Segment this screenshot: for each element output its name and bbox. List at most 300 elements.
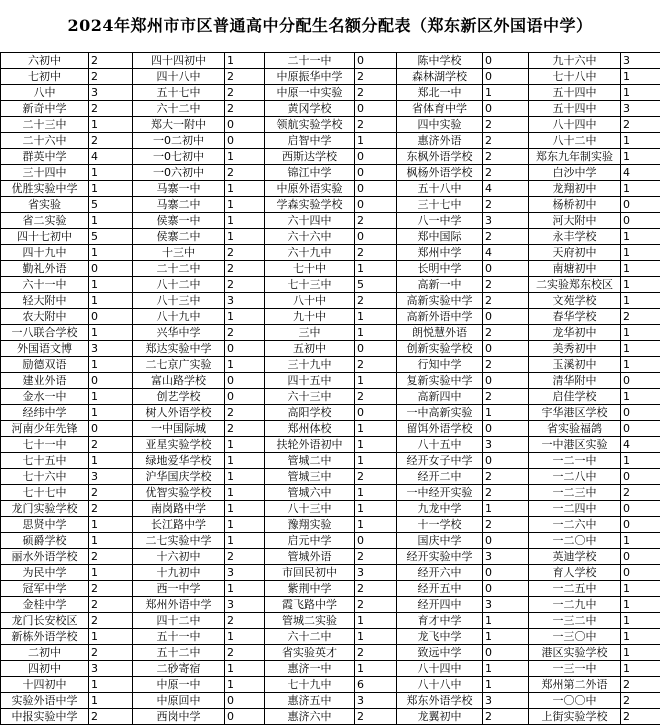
school-name-cell: 高阳学校 xyxy=(265,405,355,421)
school-name-cell: 郑州外语中学 xyxy=(133,597,225,613)
school-name-cell: 一八联合学校 xyxy=(1,325,89,341)
table-row xyxy=(1,133,660,149)
quota-cell: 1 xyxy=(355,501,397,517)
school-name-cell: 郑北一中 xyxy=(397,85,483,101)
quota-cell: 1 xyxy=(621,149,660,165)
school-name-cell: 八十三中 xyxy=(133,293,225,309)
quota-cell: 3 xyxy=(89,661,133,677)
allocation-table xyxy=(0,52,660,725)
quota-cell: 0 xyxy=(89,373,133,389)
table-row xyxy=(1,245,660,261)
school-name-cell: 二七京广实验 xyxy=(133,357,225,373)
school-name-cell: 杨桥初中 xyxy=(529,197,621,213)
school-name-cell: 省二实验 xyxy=(1,213,89,229)
quota-cell: 2 xyxy=(225,245,265,261)
quota-cell: 0 xyxy=(621,549,660,565)
quota-cell: 2 xyxy=(225,101,265,117)
school-name-cell: 十九初中 xyxy=(133,565,225,581)
quota-cell: 2 xyxy=(483,277,529,293)
quota-cell: 2 xyxy=(89,69,133,85)
school-name-cell: 霞飞路中学 xyxy=(265,597,355,613)
school-name-cell: 上街实验学校 xyxy=(529,709,621,725)
quota-cell: 0 xyxy=(89,421,133,437)
quota-cell: 1 xyxy=(89,357,133,373)
school-name-cell: 六十一中 xyxy=(1,277,89,293)
quota-cell: 0 xyxy=(355,197,397,213)
quota-cell: 2 xyxy=(483,229,529,245)
quota-cell: 2 xyxy=(621,309,660,325)
quota-cell: 0 xyxy=(483,421,529,437)
school-name-cell: 南塘初中 xyxy=(529,261,621,277)
school-name-cell: 领航实验学校 xyxy=(265,117,355,133)
school-name-cell: 八十八中 xyxy=(397,677,483,693)
quota-cell: 0 xyxy=(355,533,397,549)
quota-cell: 2 xyxy=(483,325,529,341)
allocation-table-body xyxy=(1,53,660,725)
quota-cell: 1 xyxy=(89,453,133,469)
school-name-cell: 枫杨外语学校 xyxy=(397,165,483,181)
school-name-cell: 七十五中 xyxy=(1,453,89,469)
quota-cell: 1 xyxy=(355,661,397,677)
quota-cell: 0 xyxy=(483,101,529,117)
school-name-cell: 四十五中 xyxy=(265,373,355,389)
table-row xyxy=(1,165,660,181)
school-name-cell: 经开五中 xyxy=(397,581,483,597)
school-name-cell: 八十五中 xyxy=(397,437,483,453)
quota-cell: 1 xyxy=(89,389,133,405)
school-name-cell: 郑大一附中 xyxy=(133,117,225,133)
school-name-cell: 管城三中 xyxy=(265,469,355,485)
school-name-cell: 优胜实验中学 xyxy=(1,181,89,197)
school-name-cell: 八十九中 xyxy=(133,309,225,325)
school-name-cell: 金桂中学 xyxy=(1,597,89,613)
quota-cell: 1 xyxy=(483,661,529,677)
quota-cell: 2 xyxy=(483,197,529,213)
quota-cell: 0 xyxy=(225,693,265,709)
school-name-cell: 九十六中 xyxy=(529,53,621,69)
school-name-cell: 富山路学校 xyxy=(133,373,225,389)
school-name-cell: 九十中 xyxy=(265,309,355,325)
quota-cell: 3 xyxy=(621,53,660,69)
quota-cell: 1 xyxy=(225,485,265,501)
school-name-cell: 五十二中 xyxy=(133,645,225,661)
school-name-cell: 八十四中 xyxy=(397,661,483,677)
school-name-cell: 一二八中 xyxy=(529,469,621,485)
quota-cell: 1 xyxy=(621,293,660,309)
quota-cell: 1 xyxy=(621,245,660,261)
quota-cell: 2 xyxy=(225,421,265,437)
school-name-cell: 河南少年先锋 xyxy=(1,421,89,437)
quota-cell: 2 xyxy=(89,501,133,517)
school-name-cell: 侯寨一中 xyxy=(133,213,225,229)
quota-cell: 3 xyxy=(225,597,265,613)
school-name-cell: 三十四中 xyxy=(1,165,89,181)
school-name-cell: 为民中学 xyxy=(1,565,89,581)
school-name-cell: 沪华国庆学校 xyxy=(133,469,225,485)
quota-cell: 2 xyxy=(355,581,397,597)
quota-cell: 1 xyxy=(89,517,133,533)
school-name-cell: 二砂寄宿 xyxy=(133,661,225,677)
table-row xyxy=(1,405,660,421)
quota-cell: 0 xyxy=(621,197,660,213)
school-name-cell: 致远中学 xyxy=(397,645,483,661)
quota-cell: 1 xyxy=(225,677,265,693)
table-row xyxy=(1,453,660,469)
school-name-cell: 八十三中 xyxy=(265,501,355,517)
quota-cell: 2 xyxy=(355,69,397,85)
quota-cell: 1 xyxy=(483,501,529,517)
quota-cell: 3 xyxy=(225,293,265,309)
quota-cell: 0 xyxy=(621,565,660,581)
school-name-cell: 紫荆中学 xyxy=(265,581,355,597)
school-name-cell: 二实验郑东校区 xyxy=(529,277,621,293)
quota-cell: 0 xyxy=(483,645,529,661)
school-name-cell: 勤礼外语 xyxy=(1,261,89,277)
school-name-cell: 省实验英才 xyxy=(265,645,355,661)
school-name-cell: 经开六中 xyxy=(397,565,483,581)
quota-cell: 0 xyxy=(483,53,529,69)
table-row xyxy=(1,277,660,293)
quota-cell: 0 xyxy=(483,565,529,581)
school-name-cell: 惠济外语 xyxy=(397,133,483,149)
school-name-cell: 经纬中学 xyxy=(1,405,89,421)
quota-cell: 1 xyxy=(225,181,265,197)
school-name-cell: 一三〇中 xyxy=(529,629,621,645)
quota-cell: 0 xyxy=(225,373,265,389)
quota-cell: 2 xyxy=(225,405,265,421)
table-row xyxy=(1,469,660,485)
table-row xyxy=(1,421,660,437)
quota-cell: 2 xyxy=(355,709,397,725)
table-row xyxy=(1,149,660,165)
school-name-cell: 锦江中学 xyxy=(265,165,355,181)
quota-cell: 0 xyxy=(483,453,529,469)
school-name-cell: 马寨一中 xyxy=(133,181,225,197)
quota-cell: 1 xyxy=(355,309,397,325)
quota-cell: 2 xyxy=(355,357,397,373)
quota-cell: 3 xyxy=(483,693,529,709)
quota-cell: 1 xyxy=(225,149,265,165)
school-name-cell: 三十七中 xyxy=(397,197,483,213)
quota-cell: 1 xyxy=(621,389,660,405)
quota-cell: 3 xyxy=(621,101,660,117)
table-row xyxy=(1,613,660,629)
school-name-cell: 一三一中 xyxy=(529,661,621,677)
school-name-cell: 启佳学校 xyxy=(529,389,621,405)
quota-cell: 0 xyxy=(355,405,397,421)
school-name-cell: 复新实验中学 xyxy=(397,373,483,389)
school-name-cell: 四十四初中 xyxy=(133,53,225,69)
school-name-cell: 一0二初中 xyxy=(133,133,225,149)
quota-cell: 0 xyxy=(621,373,660,389)
table-row xyxy=(1,533,660,549)
quota-cell: 1 xyxy=(225,357,265,373)
quota-cell: 2 xyxy=(89,613,133,629)
quota-cell: 4 xyxy=(483,181,529,197)
school-name-cell: 郑州第二外语 xyxy=(529,677,621,693)
school-name-cell: 绿地爱华学校 xyxy=(133,453,225,469)
school-name-cell: 育人学校 xyxy=(529,565,621,581)
quota-cell: 0 xyxy=(621,517,660,533)
quota-cell: 2 xyxy=(89,597,133,613)
school-name-cell: 建业外语 xyxy=(1,373,89,389)
school-name-cell: 九龙中学 xyxy=(397,501,483,517)
quota-cell: 1 xyxy=(355,629,397,645)
table-row xyxy=(1,693,660,709)
school-name-cell: 郑东外语学校 xyxy=(397,693,483,709)
quota-cell: 0 xyxy=(225,709,265,725)
quota-cell: 1 xyxy=(483,85,529,101)
school-name-cell: 一三二中 xyxy=(529,613,621,629)
quota-cell: 3 xyxy=(483,597,529,613)
table-row xyxy=(1,661,660,677)
school-name-cell: 惠济六中 xyxy=(265,709,355,725)
school-name-cell: 龙飞中学 xyxy=(397,629,483,645)
quota-cell: 1 xyxy=(621,69,660,85)
quota-cell: 1 xyxy=(483,629,529,645)
quota-cell: 1 xyxy=(89,629,133,645)
school-name-cell: 五十四中 xyxy=(529,101,621,117)
school-name-cell: 长江路中学 xyxy=(133,517,225,533)
school-name-cell: 龙门长安校区 xyxy=(1,613,89,629)
quota-cell: 0 xyxy=(355,165,397,181)
school-name-cell: 四十九中 xyxy=(1,245,89,261)
school-name-cell: 一中港区实验 xyxy=(529,437,621,453)
quota-cell: 4 xyxy=(483,245,529,261)
school-name-cell: 管城外语 xyxy=(265,549,355,565)
school-name-cell: 兴华中学 xyxy=(133,325,225,341)
school-name-cell: 八十二中 xyxy=(133,277,225,293)
quota-cell: 2 xyxy=(483,389,529,405)
school-name-cell: 豫翔实验 xyxy=(265,517,355,533)
school-name-cell: 励德双语 xyxy=(1,357,89,373)
quota-cell: 1 xyxy=(89,277,133,293)
quota-cell: 1 xyxy=(225,533,265,549)
school-name-cell: 郑东九年制实验 xyxy=(529,149,621,165)
quota-cell: 3 xyxy=(89,85,133,101)
quota-cell: 1 xyxy=(621,133,660,149)
school-name-cell: 五十七中 xyxy=(133,85,225,101)
school-name-cell: 八十二中 xyxy=(529,133,621,149)
school-name-cell: 扶轮外语初中 xyxy=(265,437,355,453)
school-name-cell: 启智中学 xyxy=(265,133,355,149)
school-name-cell: 朗悦慧外语 xyxy=(397,325,483,341)
school-name-cell: 郑州中学 xyxy=(397,245,483,261)
quota-cell: 2 xyxy=(483,517,529,533)
school-name-cell: 二十三中 xyxy=(1,117,89,133)
school-name-cell: 侯寨二中 xyxy=(133,229,225,245)
quota-cell: 1 xyxy=(355,325,397,341)
table-row xyxy=(1,341,660,357)
school-name-cell: 六十二中 xyxy=(265,629,355,645)
table-row xyxy=(1,325,660,341)
school-name-cell: 育才中学 xyxy=(397,613,483,629)
quota-cell: 5 xyxy=(89,197,133,213)
quota-cell: 1 xyxy=(621,581,660,597)
quota-cell: 0 xyxy=(483,373,529,389)
quota-cell: 0 xyxy=(225,341,265,357)
school-name-cell: 四十二中 xyxy=(133,613,225,629)
school-name-cell: 思贤中学 xyxy=(1,517,89,533)
school-name-cell: 高新一中 xyxy=(397,277,483,293)
school-name-cell: 三中 xyxy=(265,325,355,341)
school-name-cell: 春华学校 xyxy=(529,309,621,325)
school-name-cell: 清华附中 xyxy=(529,373,621,389)
table-row xyxy=(1,629,660,645)
quota-cell: 2 xyxy=(483,709,529,725)
school-name-cell: 西岗中学 xyxy=(133,709,225,725)
school-name-cell: 一二三中 xyxy=(529,485,621,501)
school-name-cell: 启元中学 xyxy=(265,533,355,549)
school-name-cell: 一二〇中 xyxy=(529,533,621,549)
quota-cell: 1 xyxy=(89,533,133,549)
school-name-cell: 丽水外语学校 xyxy=(1,549,89,565)
table-row xyxy=(1,117,660,133)
quota-cell: 2 xyxy=(225,85,265,101)
school-name-cell: 一中高新实验 xyxy=(397,405,483,421)
school-name-cell: 龙华初中 xyxy=(529,325,621,341)
school-name-cell: 创艺学校 xyxy=(133,389,225,405)
quota-cell: 1 xyxy=(89,165,133,181)
school-name-cell: 四中实验 xyxy=(397,117,483,133)
quota-cell: 1 xyxy=(89,181,133,197)
school-name-cell: 陈中学校 xyxy=(397,53,483,69)
school-name-cell: 东枫外语学校 xyxy=(397,149,483,165)
quota-cell: 2 xyxy=(483,293,529,309)
quota-cell: 2 xyxy=(89,437,133,453)
school-name-cell: 金水一中 xyxy=(1,389,89,405)
quota-cell: 1 xyxy=(89,213,133,229)
school-name-cell: 硕爵学校 xyxy=(1,533,89,549)
table-row xyxy=(1,197,660,213)
quota-cell: 1 xyxy=(225,213,265,229)
quota-cell: 2 xyxy=(89,133,133,149)
quota-cell: 1 xyxy=(225,629,265,645)
quota-cell: 1 xyxy=(621,261,660,277)
quota-cell: 1 xyxy=(483,677,529,693)
school-name-cell: 省体育中学 xyxy=(397,101,483,117)
school-name-cell: 二七实验中学 xyxy=(133,533,225,549)
school-name-cell: 玉溪初中 xyxy=(529,357,621,373)
quota-cell: 0 xyxy=(483,261,529,277)
quota-cell: 2 xyxy=(89,549,133,565)
quota-cell: 1 xyxy=(621,453,660,469)
table-row xyxy=(1,101,660,117)
quota-cell: 0 xyxy=(483,309,529,325)
table-row xyxy=(1,229,660,245)
school-name-cell: 一〇〇中 xyxy=(529,693,621,709)
school-name-cell: 中原回中 xyxy=(133,693,225,709)
school-name-cell: 中原振华中学 xyxy=(265,69,355,85)
quota-cell: 2 xyxy=(89,53,133,69)
quota-cell: 3 xyxy=(225,565,265,581)
quota-cell: 1 xyxy=(621,645,660,661)
quota-cell: 2 xyxy=(89,645,133,661)
school-name-cell: 长明中学 xyxy=(397,261,483,277)
school-name-cell: 七十中 xyxy=(265,261,355,277)
school-name-cell: 郑中国际 xyxy=(397,229,483,245)
quota-cell: 0 xyxy=(225,389,265,405)
table-row xyxy=(1,69,660,85)
school-name-cell: 八十中 xyxy=(265,293,355,309)
school-name-cell: 七十三中 xyxy=(265,277,355,293)
quota-cell: 1 xyxy=(621,597,660,613)
quota-cell: 0 xyxy=(355,341,397,357)
school-name-cell: 轻大附中 xyxy=(1,293,89,309)
quota-cell: 2 xyxy=(621,117,660,133)
quota-cell: 2 xyxy=(355,645,397,661)
school-name-cell: 六十四中 xyxy=(265,213,355,229)
school-name-cell: 管城二中 xyxy=(265,453,355,469)
table-row xyxy=(1,53,660,69)
school-name-cell: 宇华港区学校 xyxy=(529,405,621,421)
quota-cell: 2 xyxy=(225,645,265,661)
quota-cell: 2 xyxy=(621,693,660,709)
quota-cell: 1 xyxy=(225,661,265,677)
quota-cell: 2 xyxy=(225,613,265,629)
school-name-cell: 郑达实验中学 xyxy=(133,341,225,357)
quota-cell: 0 xyxy=(621,405,660,421)
school-name-cell: 港区实验学校 xyxy=(529,645,621,661)
page-title: 2024年郑州市市区普通高中分配生名额分配表（郑东新区外国语中学） xyxy=(0,0,660,52)
quota-cell: 5 xyxy=(89,229,133,245)
quota-cell: 2 xyxy=(483,165,529,181)
quota-cell: 6 xyxy=(355,677,397,693)
school-name-cell: 群英中学 xyxy=(1,149,89,165)
school-name-cell: 七初中 xyxy=(1,69,89,85)
school-name-cell: 六十三中 xyxy=(265,389,355,405)
quota-cell: 2 xyxy=(621,709,660,725)
quota-cell: 0 xyxy=(89,261,133,277)
school-name-cell: 四初中 xyxy=(1,661,89,677)
school-name-cell: 永丰学校 xyxy=(529,229,621,245)
school-name-cell: 市回民初中 xyxy=(265,565,355,581)
quota-cell: 1 xyxy=(89,693,133,709)
school-name-cell: 黄冈学校 xyxy=(265,101,355,117)
quota-cell: 0 xyxy=(621,213,660,229)
quota-cell: 2 xyxy=(225,261,265,277)
school-name-cell: 二十一中 xyxy=(265,53,355,69)
table-row xyxy=(1,373,660,389)
quota-cell: 3 xyxy=(483,437,529,453)
school-name-cell: 高新外语中学 xyxy=(397,309,483,325)
quota-cell: 3 xyxy=(483,213,529,229)
quota-cell: 2 xyxy=(483,485,529,501)
quota-cell: 0 xyxy=(621,469,660,485)
school-name-cell: 一二九中 xyxy=(529,597,621,613)
table-row xyxy=(1,517,660,533)
school-name-cell: 中原外语实验 xyxy=(265,181,355,197)
school-name-cell: 三十九中 xyxy=(265,357,355,373)
school-name-cell: 郑州体校 xyxy=(265,421,355,437)
quota-cell: 2 xyxy=(355,469,397,485)
quota-cell: 1 xyxy=(225,197,265,213)
quota-cell: 1 xyxy=(225,517,265,533)
school-name-cell: 马寨二中 xyxy=(133,197,225,213)
quota-cell: 3 xyxy=(89,469,133,485)
quota-cell: 0 xyxy=(483,581,529,597)
quota-cell: 1 xyxy=(355,517,397,533)
school-name-cell: 惠济五中 xyxy=(265,693,355,709)
school-name-cell: 西斯达学校 xyxy=(265,149,355,165)
quota-cell: 0 xyxy=(483,533,529,549)
school-name-cell: 天府初中 xyxy=(529,245,621,261)
school-name-cell: 树人外语学校 xyxy=(133,405,225,421)
school-name-cell: 七十一中 xyxy=(1,437,89,453)
school-name-cell: 六十九中 xyxy=(265,245,355,261)
quota-cell: 3 xyxy=(355,693,397,709)
table-row xyxy=(1,645,660,661)
